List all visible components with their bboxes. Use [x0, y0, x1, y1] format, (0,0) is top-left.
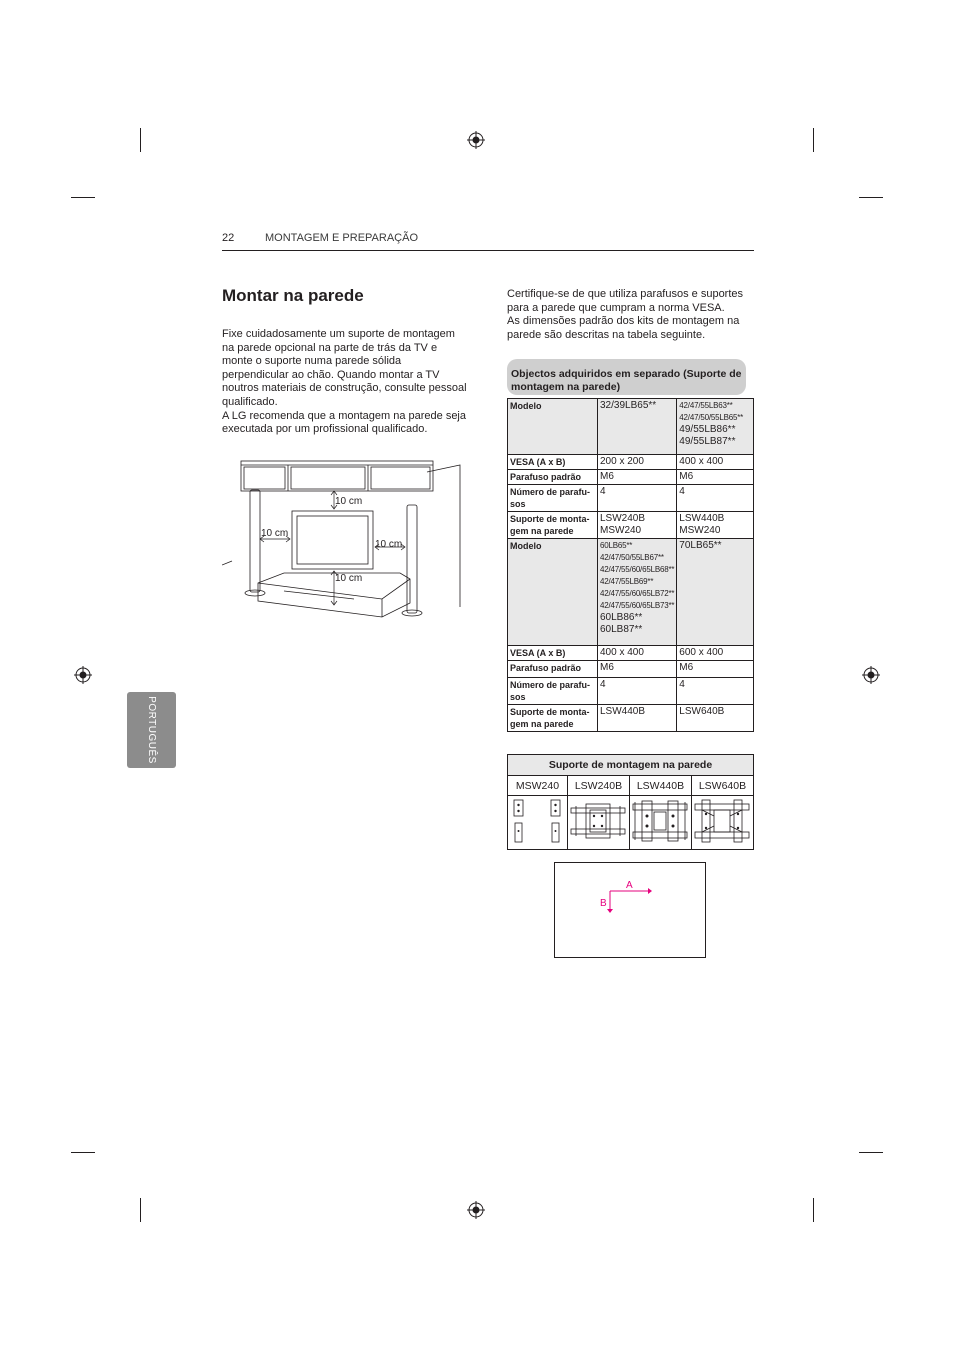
row-label-bracket — [508, 512, 598, 539]
model-text: 49/55LB86** — [679, 424, 736, 435]
page-title: Montar na parede — [222, 286, 364, 305]
paragraph: As dimensões padrão dos kits de montagem na parede são descritas na tabela seguinte. — [507, 315, 740, 341]
label-line: sos — [510, 499, 526, 509]
bracket-table-header: Suporte de montagem na parede — [508, 755, 754, 776]
paragraph: Certifique-se de que utiliza parafusos e suportes para a parede que cumpram a norma VESA. — [507, 288, 744, 314]
lsw640b-bracket-icon — [692, 796, 752, 846]
clearance-left-label: 10 cm — [261, 528, 289, 539]
label-line: sos — [510, 692, 526, 702]
label-line: Número de parafu- — [510, 680, 591, 690]
bracket-cell — [677, 512, 754, 539]
vesa-b-label: B — [600, 898, 607, 909]
model-text: 60LB65** — [600, 541, 633, 550]
crop-mark — [859, 1152, 883, 1153]
row-label-model: Modelo — [508, 539, 598, 646]
label-line: gem na parede — [510, 526, 574, 536]
registration-mark-icon — [467, 1201, 485, 1219]
bracket-image-cell — [629, 796, 691, 850]
vesa-a-label: A — [626, 880, 633, 891]
table-row — [508, 661, 754, 678]
label-line: Número de parafu- — [510, 487, 591, 497]
row-label-screw-count — [508, 678, 598, 705]
model-text: 42/47/50/55LB67** — [600, 553, 664, 562]
bracket-text: LSW440B — [600, 706, 646, 717]
paragraph: A LG recomenda que a montagem na parede seja executada por um profissional qualificado. — [222, 409, 466, 436]
model-text: 60LB87** — [600, 624, 643, 635]
intro-left — [222, 328, 467, 437]
table-row — [508, 539, 754, 646]
vesa-cell: 400 x 400 — [677, 455, 754, 470]
table-row — [508, 755, 754, 776]
bracket-image-cell — [567, 796, 629, 850]
separately-purchased-label: Objectos adquiridos em separado (Suporte de montagem na parede) — [507, 359, 746, 395]
header-divider — [222, 250, 754, 251]
clearance-right-label: 10 cm — [375, 539, 403, 550]
crop-mark — [71, 1152, 95, 1153]
vesa-cell: 400 x 400 — [598, 646, 677, 661]
model-text: 49/55LB87** — [679, 436, 736, 447]
bracket-text: MSW240 — [679, 525, 721, 536]
crop-mark — [813, 128, 814, 152]
table-row — [508, 776, 754, 796]
bracket-cell — [677, 705, 754, 732]
count-cell: 4 — [598, 485, 677, 512]
registration-mark-icon — [862, 666, 880, 684]
wall-mount-clearance-illustration — [222, 455, 462, 620]
crop-mark — [71, 197, 95, 198]
page-number: 22 — [222, 232, 235, 244]
bracket-text: LSW640B — [679, 706, 725, 717]
row-label-screw: Parafuso padrão — [508, 470, 598, 485]
table-row — [508, 455, 754, 470]
row-label-vesa: VESA (A x B) — [508, 455, 598, 470]
language-tab-label: PORTUGUÊS — [146, 696, 157, 764]
crop-mark — [813, 1198, 814, 1222]
table-row — [508, 678, 754, 705]
row-label-vesa: VESA (A x B) — [508, 646, 598, 661]
screw-cell: M6 — [598, 661, 677, 678]
bracket-model-name: LSW440B — [629, 776, 691, 796]
bracket-model-name: LSW640B — [691, 776, 753, 796]
model-text: 42/47/55/60/65LB72** — [600, 589, 675, 598]
msw240-bracket-icon — [508, 796, 566, 846]
model-text: 42/47/55/60/65LB68** — [600, 565, 675, 574]
table-row — [508, 512, 754, 539]
label-line: gem na parede — [510, 719, 574, 729]
bracket-model-name: LSW240B — [567, 776, 629, 796]
screw-cell: M6 — [598, 470, 677, 485]
model-text: 42/47/50/55LB65** — [679, 413, 744, 422]
table-row — [508, 705, 754, 732]
count-cell: 4 — [677, 485, 754, 512]
lsw240b-bracket-icon — [568, 796, 628, 846]
bracket-text: LSW440B — [679, 513, 725, 524]
vesa-ab-arrows — [596, 877, 656, 913]
model-text: 70LB65** — [679, 540, 722, 551]
vesa-cell: 600 x 400 — [677, 646, 754, 661]
row-label-screw: Parafuso padrão — [508, 661, 598, 678]
clearance-bottom-label: 10 cm — [335, 573, 363, 584]
vesa-cell: 200 x 200 — [598, 455, 677, 470]
screw-cell: M6 — [677, 470, 754, 485]
bracket-model-name: MSW240 — [508, 776, 568, 796]
row-label-model: Modelo — [508, 399, 598, 455]
table-row — [508, 399, 754, 455]
label-line: Suporte de monta- — [510, 514, 590, 524]
label-line: Suporte de monta- — [510, 707, 590, 717]
model-text: 32/39LB65** — [600, 400, 657, 411]
bracket-cell — [598, 512, 677, 539]
table-row — [508, 470, 754, 485]
crop-mark — [140, 1198, 141, 1222]
model-cell — [677, 399, 754, 455]
model-text: 42/47/55/60/65LB73** — [600, 601, 675, 610]
registration-mark-icon — [74, 666, 92, 684]
count-cell: 4 — [598, 678, 677, 705]
model-cell — [598, 399, 677, 455]
crop-mark — [140, 128, 141, 152]
model-cell — [598, 539, 677, 646]
clearance-top-label: 10 cm — [335, 496, 363, 507]
table-row — [508, 796, 754, 850]
bracket-text: MSW240 — [600, 525, 642, 536]
lsw440b-bracket-icon — [630, 796, 690, 846]
bracket-image-cell — [691, 796, 753, 850]
crop-mark — [859, 197, 883, 198]
row-label-bracket — [508, 705, 598, 732]
paragraph: Fixe cuidadosamente um suporte de montagem na parede opcional na parte de trás da TV e monte o suporte numa parede sólida perpendicular ao chão. Quando montar a TV noutros materiais de construção, consulte pessoal qualificado. — [222, 328, 467, 408]
model-text: 42/47/55LB63** — [679, 401, 733, 410]
language-tab — [127, 692, 176, 768]
model-text: 42/47/55LB69** — [600, 577, 654, 586]
vesa-spec-table — [507, 398, 754, 732]
count-cell: 4 — [677, 678, 754, 705]
wall-mount-bracket-table — [507, 754, 754, 850]
intro-right — [507, 288, 757, 342]
section-title: MONTAGEM E PREPARAÇÃO — [265, 232, 419, 244]
model-text: 60LB86** — [600, 612, 643, 623]
table-row — [508, 485, 754, 512]
model-cell — [677, 539, 754, 646]
bracket-text: LSW240B — [600, 513, 646, 524]
bracket-image-cell — [508, 796, 568, 850]
table-row — [508, 646, 754, 661]
screw-cell: M6 — [677, 661, 754, 678]
registration-mark-icon — [467, 131, 485, 149]
bracket-cell — [598, 705, 677, 732]
row-label-screw-count — [508, 485, 598, 512]
